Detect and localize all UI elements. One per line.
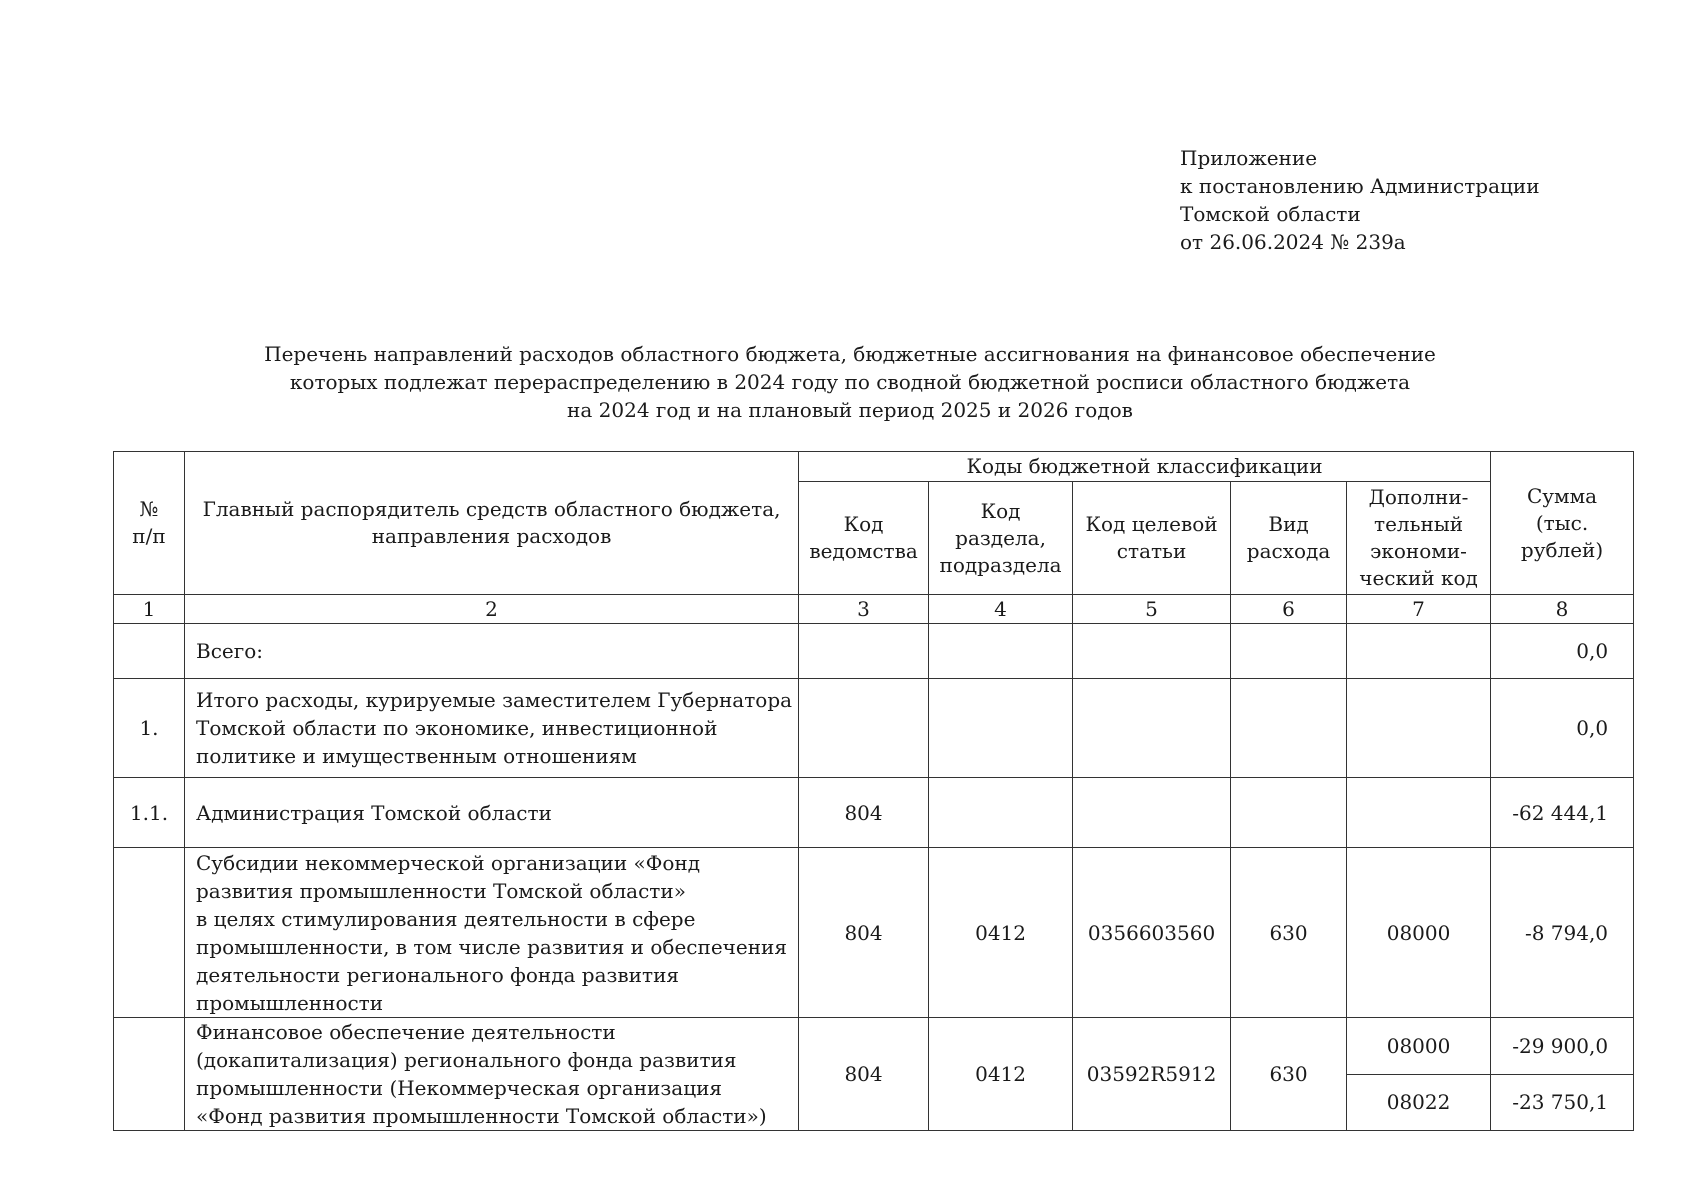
cell-empty (1073, 679, 1231, 778)
header-main: Главный распорядитель средств областного бюджета, направления расходов (185, 452, 799, 595)
row-num: 1. (114, 679, 185, 778)
row-num (114, 624, 185, 679)
row-description: Финансовое обеспечение деятельности (докапитализация) регионального фонда развития промышленности (Некоммерческая организация «Фонд развития промышленности Томской области») (185, 1018, 799, 1131)
row-num (114, 848, 185, 1018)
row-description: Итого расходы, курируемые заместителем Губернатора Томской области по экономике, инвестиционной политике и имущественным отношениям (185, 679, 799, 778)
cell-empty (1347, 679, 1491, 778)
row-description: Администрация Томской области (185, 778, 799, 848)
cell-section-code: 0412 (929, 1018, 1073, 1131)
title-line: которых подлежат перераспределению в 2024 году по сводной бюджетной росписи областного бюджета (289, 370, 1411, 394)
cell-empty (929, 624, 1073, 679)
title-line: на 2024 год и на плановый период 2025 и 2026 годов (567, 398, 1133, 422)
document-title (100, 340, 1600, 424)
header-section-code: Код раздела, подраздела (929, 482, 1073, 595)
cell-dept-code: 804 (799, 778, 929, 848)
cell-section-code: 0412 (929, 848, 1073, 1018)
table-row (114, 679, 1634, 778)
cell-empty (929, 778, 1073, 848)
appendix-line: Приложение (1180, 146, 1318, 170)
cell-empty (1347, 624, 1491, 679)
appendix-line: к постановлению Администрации (1180, 174, 1540, 198)
table-row (114, 778, 1634, 848)
column-number: 3 (799, 595, 929, 624)
header-target-code: Код целевой статьи (1073, 482, 1231, 595)
column-number: 4 (929, 595, 1073, 624)
cell-dept-code: 804 (799, 848, 929, 1018)
header-num: № п/п (114, 452, 185, 595)
column-number: 8 (1491, 595, 1634, 624)
column-number: 7 (1347, 595, 1491, 624)
appendix-line: Томской области (1180, 202, 1361, 226)
column-number: 5 (1073, 595, 1231, 624)
cell-additional-code: 08022 (1347, 1074, 1491, 1131)
title-line: Перечень направлений расходов областного бюджета, бюджетные ассигнования на финансовое обеспечение (264, 342, 1436, 366)
cell-target-code: 0356603560 (1073, 848, 1231, 1018)
cell-expense-type: 630 (1231, 1018, 1347, 1131)
column-number: 1 (114, 595, 185, 624)
column-numbers-row (114, 595, 1634, 624)
cell-empty (1231, 778, 1347, 848)
header-codes-group: Коды бюджетной классификации (799, 452, 1491, 482)
row-description: Субсидии некоммерческой организации «Фонд развития промышленности Томской области» в целях стимулирования деятельности в сфере промышленности, в том числе развития и обеспечения деятельности регионального фонда развития промышленности (185, 848, 799, 1018)
appendix-block (1180, 144, 1540, 256)
row-sum: 0,0 (1491, 624, 1634, 679)
row-sum: -23 750,1 (1491, 1074, 1634, 1131)
cell-empty (1073, 624, 1231, 679)
cell-additional-code: 08000 (1347, 848, 1491, 1018)
appendix-date-number: от 26.06.2024 № 239а (1180, 230, 1406, 254)
row-sum: -8 794,0 (1491, 848, 1634, 1018)
cell-empty (1073, 778, 1231, 848)
table-row (114, 848, 1634, 1018)
header-expense-type: Вид расхода (1231, 482, 1347, 595)
cell-empty (799, 624, 929, 679)
cell-target-code: 03592R5912 (1073, 1018, 1231, 1131)
cell-dept-code: 804 (799, 1018, 929, 1131)
cell-additional-code: 08000 (1347, 1018, 1491, 1075)
row-sum: -29 900,0 (1491, 1018, 1634, 1075)
table-row (114, 1018, 1634, 1075)
header-additional-code: Дополни- тельный экономи- ческий код (1347, 482, 1491, 595)
row-sum: 0,0 (1491, 679, 1634, 778)
header-sum: Сумма (тыс. рублей) (1491, 452, 1634, 595)
column-number: 2 (185, 595, 799, 624)
row-description: Всего: (185, 624, 799, 679)
header-dept-code: Код ведомства (799, 482, 929, 595)
cell-empty (1231, 679, 1347, 778)
cell-empty (1347, 778, 1491, 848)
cell-empty (799, 679, 929, 778)
row-num (114, 1018, 185, 1131)
budget-table (113, 451, 1634, 1131)
table-row-total (114, 624, 1634, 679)
column-number: 6 (1231, 595, 1347, 624)
cell-expense-type: 630 (1231, 848, 1347, 1018)
row-sum: -62 444,1 (1491, 778, 1634, 848)
row-num: 1.1. (114, 778, 185, 848)
cell-empty (929, 679, 1073, 778)
cell-empty (1231, 624, 1347, 679)
